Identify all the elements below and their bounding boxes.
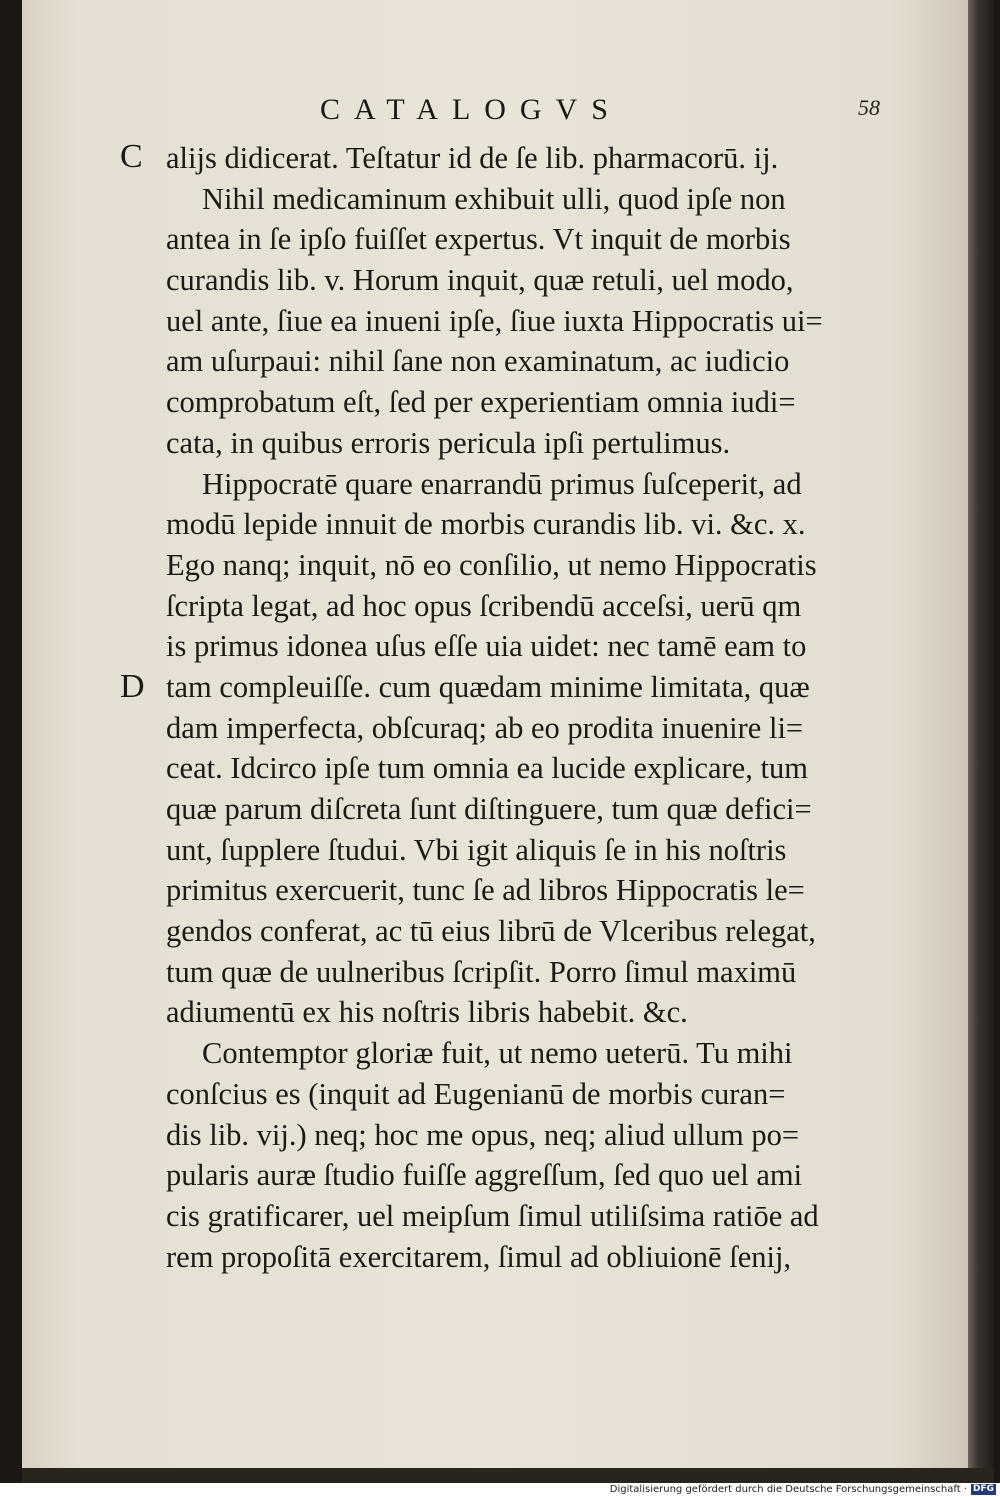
text-line: cata, in quibus erroris pericula ipſi pertulimus. bbox=[166, 425, 731, 460]
running-head: CATALOGVS bbox=[320, 93, 622, 126]
text-line: modū lepide innuit de morbis curandis lib. vi. &c. x. bbox=[166, 507, 806, 542]
digitization-credit bbox=[0, 1483, 1000, 1497]
text-line: Contemptor gloriæ fuit, ut nemo ueterū. Tu mihi bbox=[202, 1036, 793, 1071]
page-bottom-edge bbox=[22, 1468, 994, 1483]
text-line: tum quæ de uulneribus ſcripſit. Porro ſimul maximū bbox=[166, 954, 797, 989]
text-line: am uſurpaui: nihil ſane non examinatum, ac iudicio bbox=[166, 344, 790, 379]
text-line: adiumentū ex his noſtris libris habebit. &c. bbox=[166, 995, 688, 1030]
body-text bbox=[166, 138, 946, 1277]
dfg-logo: DFG bbox=[972, 1483, 994, 1494]
margin-letter-d: D bbox=[120, 668, 145, 705]
page-edge-shadow bbox=[968, 0, 994, 1468]
text-line: rem propoſitā exercitarem, ſimul ad obliuionē ſenij, bbox=[166, 1239, 792, 1274]
text-line: dam imperfecta, obſcuraq; ab eo prodita inuenire li= bbox=[166, 710, 804, 745]
text-line: ſcripta legat, ad hoc opus ſcribendū acceſsi, uerū qm bbox=[166, 588, 802, 623]
text-line: Ego nanq; inquit, nō eo conſilio, ut nemo Hippocratis bbox=[166, 547, 817, 582]
text-line: gendos conferat, ac tū eius librū de Vlceribus relegat, bbox=[166, 914, 816, 949]
text-line: cis gratificarer, uel meipſum ſimul utiliſsima ratiōe ad bbox=[166, 1198, 819, 1233]
text-line: Hippocratē quare enarrandū primus ſuſceperit, ad bbox=[202, 466, 802, 501]
text-line: dis lib. vij.) neq; hoc me opus, neq; aliud ullum po= bbox=[166, 1117, 800, 1152]
text-line: curandis lib. v. Horum inquit, quæ retuli, uel modo, bbox=[166, 263, 794, 298]
text-line: alijs didicerat. Teſtatur id de ſe lib. pharmacorū. ij. bbox=[166, 141, 779, 175]
text-line: primitus exercuerit, tunc ſe ad libros Hippocratis le= bbox=[166, 873, 805, 908]
text-line: comprobatum eſt, ſed per experientiam omnia iudi= bbox=[166, 385, 796, 420]
text-line: unt, ſupplere ſtudui. Vbi igit aliquis ſe in his noſtris bbox=[166, 832, 787, 867]
folio-number: 58 bbox=[858, 95, 880, 120]
text-line: quæ parum diſcreta ſunt diſtinguere, tum quæ defici= bbox=[166, 792, 812, 826]
text-line: tam compleuiſſe. cum quædam minime limitata, quæ bbox=[166, 669, 810, 704]
text-line: Nihil medicaminum exhibuit ulli, quod ipſe non bbox=[202, 181, 786, 216]
text-line: uel ante, ſiue ea inueni ipſe, ſiue iuxta Hippocratis ui= bbox=[166, 303, 823, 338]
text-line: is primus idonea uſus eſſe uia uidet: nec tamē eam to bbox=[166, 629, 807, 664]
text-line: antea in ſe ipſo fuiſſet expertus. Vt inquit de morbis bbox=[166, 222, 791, 257]
text-line: pularis auræ ſtudio fuiſſe aggreſſum, ſed quo uel ami bbox=[166, 1158, 803, 1193]
text-line: ceat. Idcirco ipſe tum omnia ea lucide explicare, tum bbox=[166, 751, 808, 786]
text-line: conſcius es (inquit ad Eugenianū de morbis curan= bbox=[166, 1076, 786, 1111]
credit-text: Digitalisierung gefördert durch die Deutsche Forschungsgemeinschaft · bbox=[609, 1484, 967, 1495]
margin-letter-c: C bbox=[120, 138, 143, 175]
